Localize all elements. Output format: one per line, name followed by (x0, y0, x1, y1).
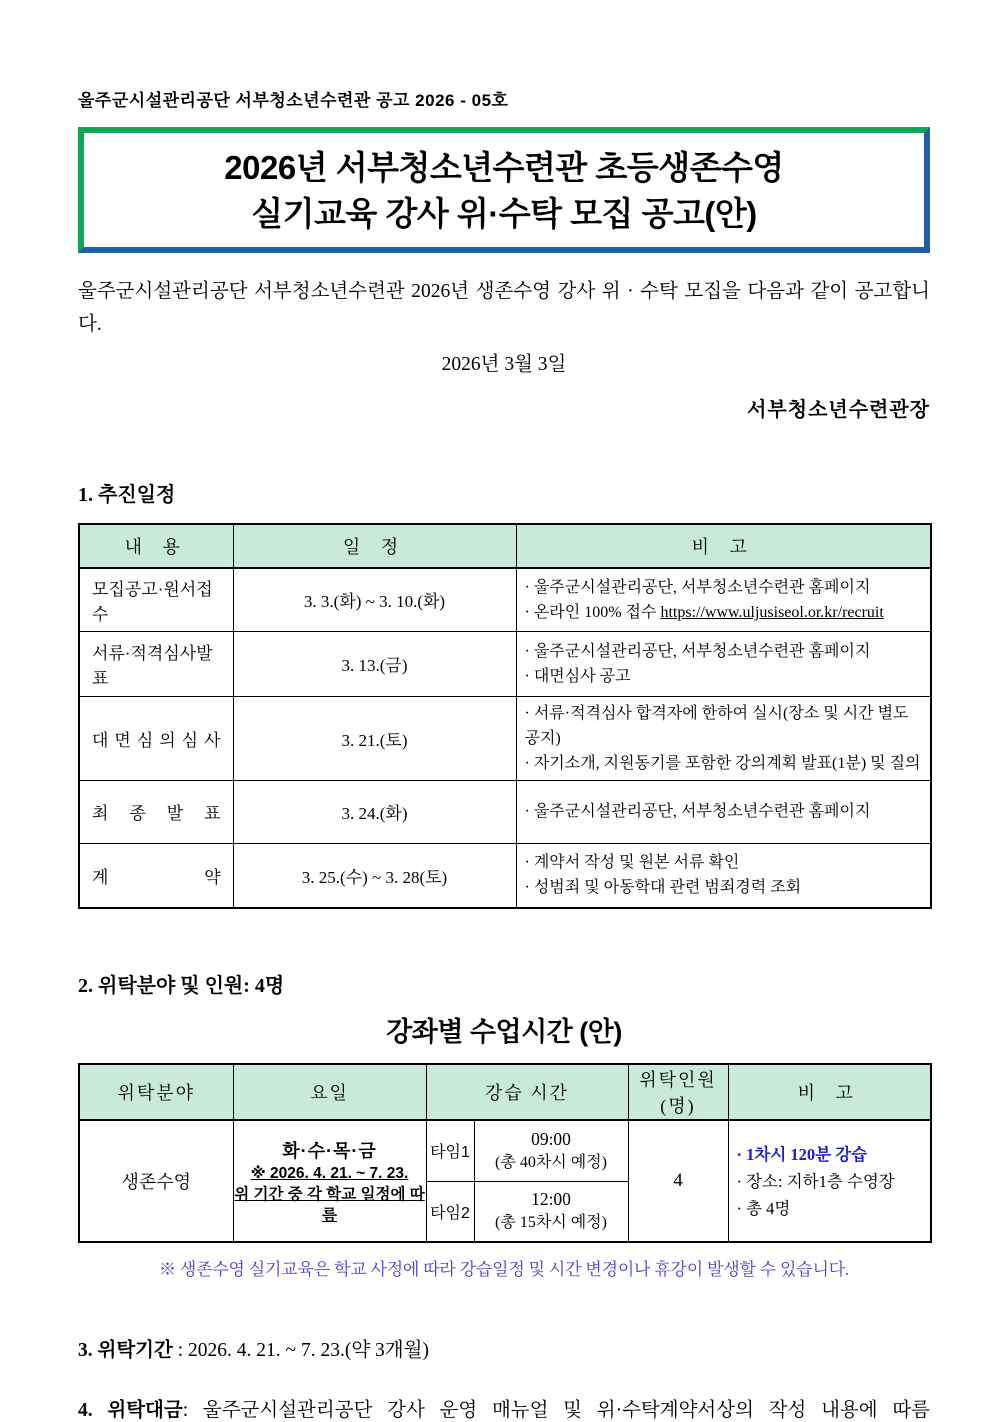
page-title-line-1: 2026년 서부청소년수련관 초등생존수영 (224, 149, 784, 186)
row-content: 서류·적격심사발표 (79, 631, 233, 696)
remark-line: · 성범죄 및 아동학대 관련 범죄경력 조회 (524, 879, 802, 897)
col-header-headcount: 위탁인원(명) (628, 1064, 728, 1120)
remark-line: · 자기소개, 지원동기를 포함한 강의계획 발표(1분) 및 질의 (524, 754, 921, 772)
remark-line (525, 600, 923, 625)
remark-line: · 서류·적격심사 합격자에 한하여 실시(장소 및 시간 별도공지) (524, 704, 909, 747)
table-row-final-announcement (79, 780, 931, 843)
time2-start: 12:00 (531, 1189, 571, 1210)
days-line: 화·수·목·금 (282, 1140, 377, 1161)
row-schedule: 3. 24.(화) (233, 780, 516, 843)
class-time-table-title: 강좌별 수업시간 (안) (386, 1017, 622, 1047)
remark-line: · 울주군시설관리공단, 서부청소년수련관 홈페이지 (524, 578, 871, 596)
section4-line (78, 1394, 930, 1422)
class-time-table (78, 1063, 932, 1243)
page-title-line-2: 실기교육 강사 위·수탁 모집 공고(안) (251, 195, 757, 232)
remark-text: · 온라인 100% 접수 (524, 603, 661, 621)
col-header-field: 위탁분야 (79, 1064, 233, 1120)
schedule-table (78, 523, 932, 909)
headcount-value: 4 (628, 1120, 728, 1242)
row-remarks (516, 696, 931, 780)
schedule-table-header (79, 524, 931, 568)
recruit-link[interactable]: https://www.uljusiseol.or.kr/recruit (660, 603, 884, 621)
row-schedule: 3. 21.(토) (233, 696, 516, 780)
col-header-class-time: 강습 시간 (426, 1064, 628, 1120)
class-remarks (728, 1120, 931, 1242)
remark-line: · 울주군시설관리공단, 서부청소년수련관 홈페이지 (524, 803, 871, 820)
col-header-schedule: 일 정 (233, 524, 516, 568)
time1-label: 타임1 (426, 1120, 474, 1181)
section2-heading: 2. 위탁분야 및 인원: 4명 (78, 975, 285, 997)
row-schedule: 3. 25.(수) ~ 3. 28(토) (233, 843, 516, 908)
section3-line (78, 1334, 930, 1362)
time2-sessions: (총 15차시 예정) (495, 1214, 607, 1232)
class-row-time1 (79, 1120, 931, 1181)
doc-number-line: 울주군시설관리공단 서부청소년수련관 공고 2026 - 05호 (78, 91, 509, 110)
remark-line-total: · 총 4명 (736, 1198, 791, 1218)
remark-line: · 대면심사 공고 (524, 667, 631, 685)
remark-line-session-length: · 1차시 120분 강습 (736, 1144, 868, 1164)
class-time-table-header (79, 1064, 931, 1120)
signer-title: 서부청소년수련관장 (747, 399, 930, 421)
row-remarks (516, 568, 931, 631)
field-name: 생존수영 (79, 1120, 233, 1242)
table-row-document-review (79, 631, 931, 696)
row-schedule: 3. 3.(화) ~ 3. 10.(화) (233, 568, 516, 631)
remark-line: · 계약서 작성 및 원본 서류 확인 (524, 854, 740, 872)
row-remarks (516, 780, 931, 843)
days-period: ※ 2026. 4. 21. ~ 7. 23. (250, 1164, 409, 1182)
row-content: 계 약 (79, 843, 233, 908)
row-content: 대 면 심 의 심 사 (79, 696, 233, 780)
footnote: ※ 생존수영 실기교육은 학교 사정에 따라 강습일정 및 시간 변경이나 휴강이 발생할 수 있습니다. (159, 1260, 849, 1279)
time2-label: 타임2 (426, 1181, 474, 1242)
announcement-date: 2026년 3월 3일 (441, 354, 567, 375)
section3-text: : 2026. 4. 21. ~ 7. 23.(약 3개월) (172, 1340, 429, 1361)
row-content: 모집공고·원서접수 (79, 568, 233, 631)
row-remarks (516, 843, 931, 908)
table-row-interview (79, 696, 931, 780)
row-schedule: 3. 13.(금) (233, 631, 516, 696)
intro-paragraph: 울주군시설관리공단 서부청소년수련관 2026년 생존수영 강사 위 · 수탁 모집을 다음과 같이 공고합니다. (78, 281, 930, 335)
time2-value (474, 1181, 628, 1242)
row-remarks (516, 631, 931, 696)
col-header-remarks: 비 고 (516, 524, 931, 568)
remark-line: · 울주군시설관리공단, 서부청소년수련관 홈페이지 (524, 642, 871, 660)
time1-start: 09:00 (531, 1128, 571, 1149)
section3-label: 3. 위탁기간 (78, 1340, 173, 1361)
table-row-application (79, 568, 931, 631)
col-header-content: 내 용 (79, 524, 233, 568)
row-content: 최 종 발 표 (79, 780, 233, 843)
section1-heading: 1. 추진일정 (78, 484, 176, 506)
remark-line-location: · 장소: 지하1층 수영장 (736, 1171, 895, 1191)
title-box (78, 127, 930, 253)
time1-value (474, 1120, 628, 1181)
time1-sessions: (총 40차시 예정) (495, 1153, 607, 1171)
col-header-days: 요일 (233, 1064, 426, 1120)
col-header-remarks: 비 고 (728, 1064, 931, 1120)
days-cell (233, 1120, 426, 1242)
section4-label: 4. 위탁대금 (78, 1400, 183, 1421)
days-note: 위 기간 중 각 학교 일정에 따름 (234, 1185, 425, 1224)
section4-text: : 울주군시설관리공단 강사 운영 매뉴얼 및 위·수탁계약서상의 작성 내용에 따름 (182, 1400, 930, 1421)
table-row-contract (79, 843, 931, 908)
